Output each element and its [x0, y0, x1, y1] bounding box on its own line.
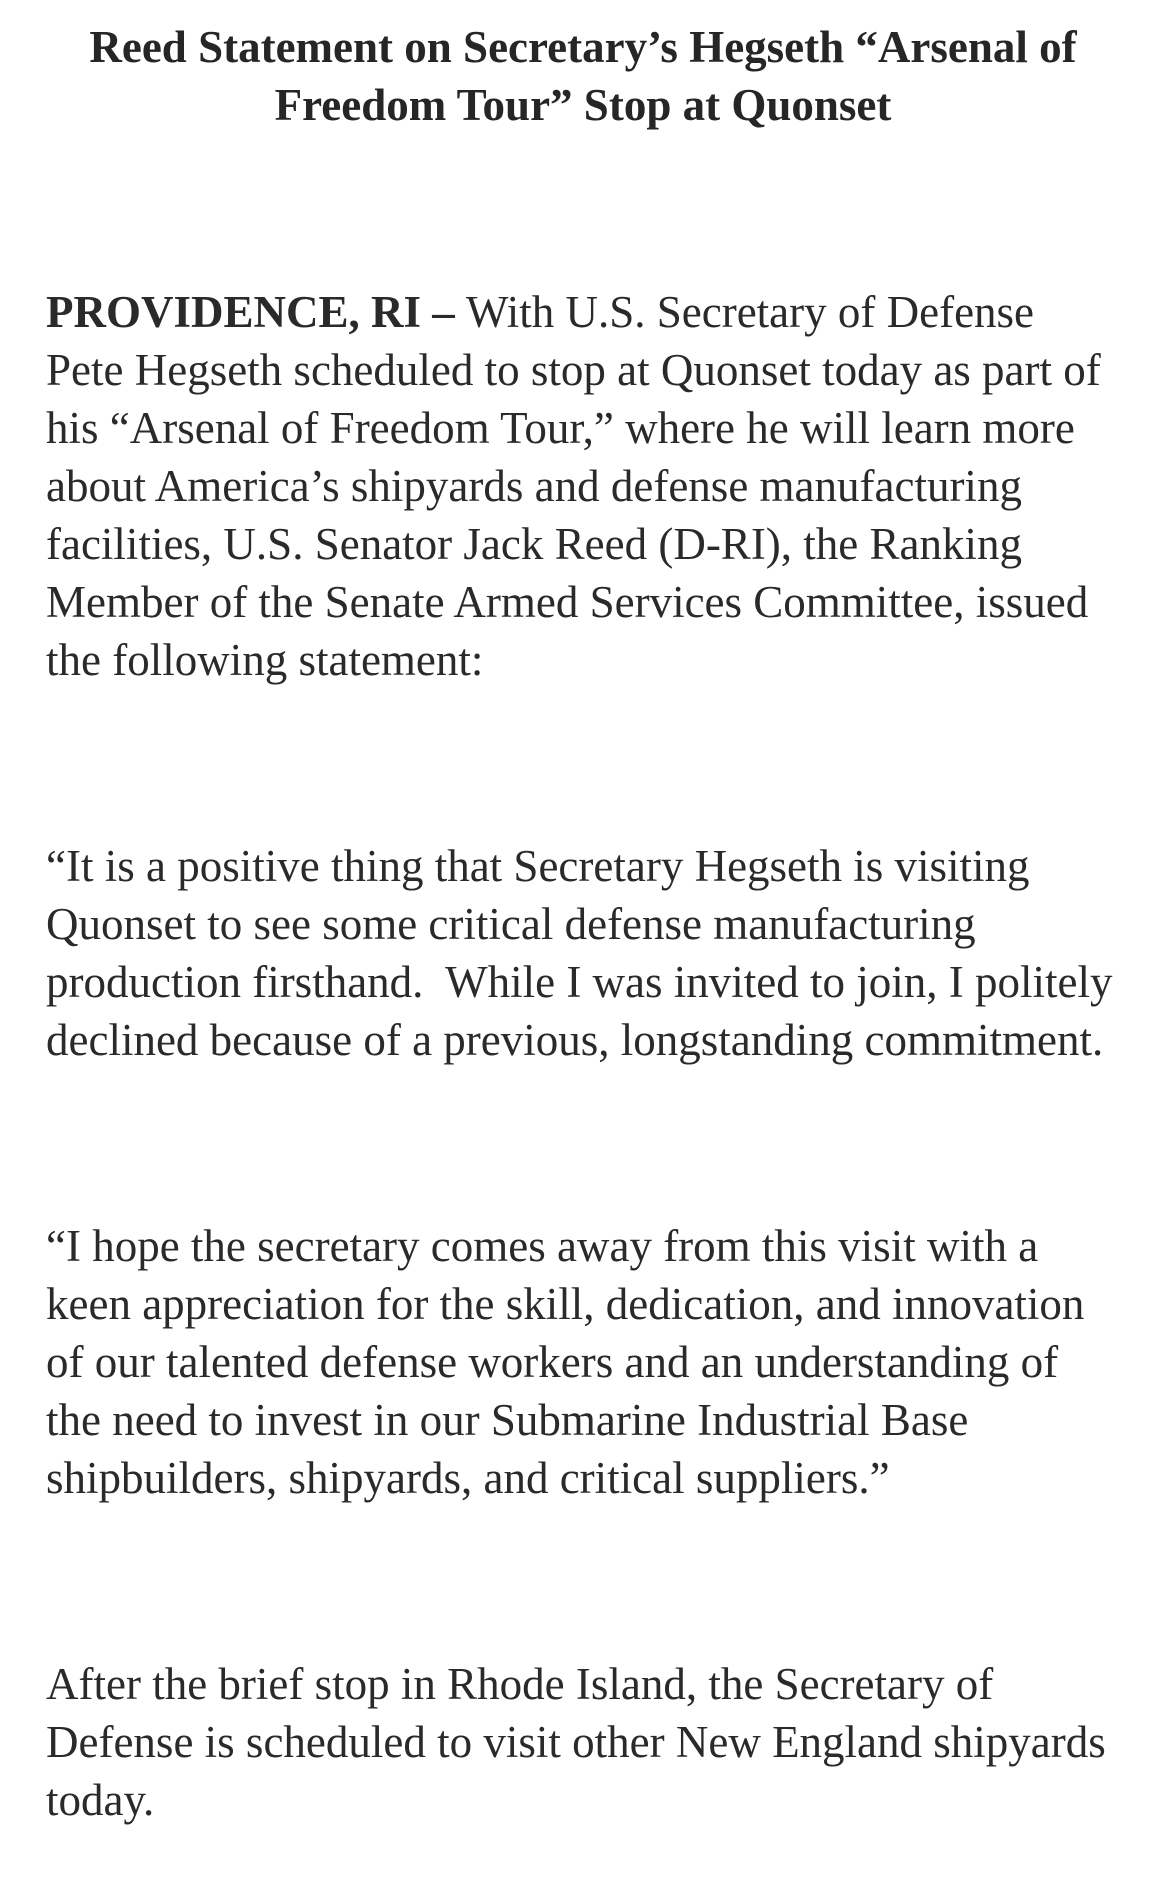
text-line: After the brief stop in Rhode Island, the Secretary of — [46, 1659, 994, 1709]
paragraph-2 — [46, 837, 1120, 1069]
text-line: Quonset to see some critical defense manufacturing — [46, 899, 976, 949]
text-line: shipbuilders, shipyards, and critical suppliers.” — [46, 1453, 890, 1503]
paragraph-1 — [46, 283, 1120, 689]
text-line: “It is a positive thing that Secretary Hegseth is visiting — [46, 841, 1030, 891]
text-line: declined because of a previous, longstanding commitment. — [46, 1015, 1104, 1065]
paragraph-4 — [46, 1655, 1120, 1829]
document-title — [46, 18, 1120, 134]
text-line: of our talented defense workers and an understanding of — [46, 1337, 1059, 1387]
text-line: “I hope the secretary comes away from this visit with a — [46, 1221, 1039, 1271]
document-body — [46, 283, 1120, 1829]
text-line: PROVIDENCE, RI – With U.S. Secretary of Defense — [46, 287, 1035, 337]
text-line: about America’s shipyards and defense manufacturing — [46, 461, 1022, 511]
text-line: Pete Hegseth scheduled to stop at Quonset today as part of — [46, 345, 1101, 395]
text-line: the following statement: — [46, 635, 484, 685]
text-line: production firsthand. While I was invited to join, I politely — [46, 957, 1113, 1007]
text-line: today. — [46, 1775, 155, 1825]
text-line: his “Arsenal of Freedom Tour,” where he will learn more — [46, 403, 1075, 453]
text-line: Defense is scheduled to visit other New England shipyards — [46, 1717, 1106, 1767]
dateline-lead: PROVIDENCE, RI – — [46, 287, 467, 337]
paragraph-3 — [46, 1217, 1120, 1507]
document-title-line-2: Freedom Tour” Stop at Quonset — [274, 80, 892, 130]
text-line: Member of the Senate Armed Services Committee, issued — [46, 577, 1089, 627]
text-line: keen appreciation for the skill, dedication, and innovation — [46, 1279, 1085, 1329]
text-line: facilities, U.S. Senator Jack Reed (D-RI), the Ranking — [46, 519, 1023, 569]
text-line: the need to invest in our Submarine Industrial Base — [46, 1395, 969, 1445]
document-title-line-1: Reed Statement on Secretary’s Hegseth “Arsenal of — [89, 22, 1077, 72]
